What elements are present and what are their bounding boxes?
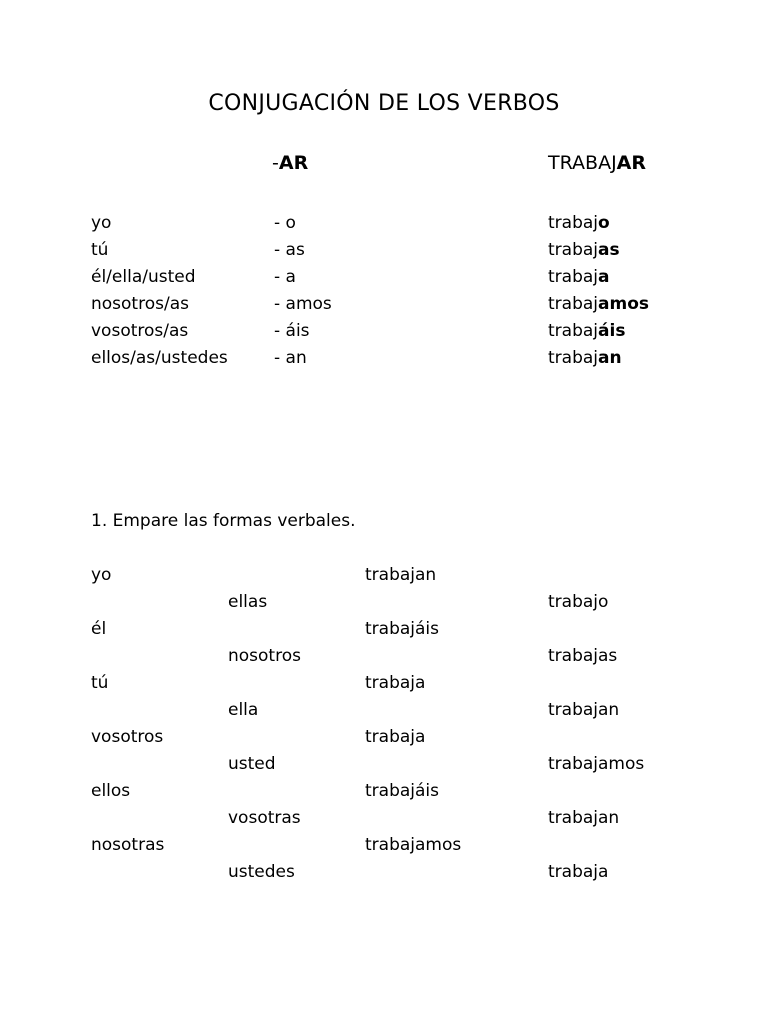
ending-cell: - as [274,240,305,260]
pronoun-item: usted [228,754,276,774]
pronoun-item: ella [228,700,259,720]
pronoun-cell: yo [91,213,112,233]
pronoun-cell: ellos/as/ustedes [91,348,228,368]
verb-form-item: trabajan [548,808,620,828]
ending-cell: - a [274,267,296,287]
pronoun-item: nosotros [228,646,301,666]
verb-form-cell [548,350,622,367]
verb-stem: trabaj [548,213,599,233]
pronoun-item: nosotras [91,835,165,855]
ending-cell: - áis [274,321,310,341]
page-title: CONJUGACIÓN DE LOS VERBOS [208,91,560,116]
verb-suffix: a [598,267,610,287]
verb-form-cell [548,269,610,286]
verb-form-cell [548,242,620,259]
verb-header [548,154,646,173]
pronoun-cell: vosotros/as [91,321,189,341]
verb-form-item: trabajáis [365,781,440,801]
pronoun-item: yo [91,565,112,585]
ending-header-prefix: - [272,152,279,174]
pronoun-cell: nosotros/as [91,294,189,314]
verb-form-item: trabajan [365,565,437,585]
verb-form-item: trabaja [365,673,426,693]
pronoun-cell: tú [91,240,109,260]
verb-form-cell [548,215,610,232]
verb-header-stem: TRABAJ [548,152,617,174]
verb-stem: trabaj [548,348,599,368]
pronoun-item: él [91,619,107,639]
verb-form-item: trabajamos [365,835,462,855]
pronoun-item: vosotras [228,808,301,828]
ending-header-bold: AR [278,152,309,174]
verb-form-item: trabaja [365,727,426,747]
verb-form-item: trabajáis [365,619,440,639]
verb-header-ending: AR [616,152,647,174]
pronoun-cell: él/ella/usted [91,267,196,287]
pronoun-item: vosotros [91,727,164,747]
verb-form-item: trabajas [548,646,618,666]
ending-cell: - amos [274,294,332,314]
verb-form-item: trabajo [548,592,609,612]
verb-stem: trabaj [548,321,599,341]
exercise-instruction: 1. Empare las formas verbales. [91,511,356,531]
verb-form-cell [548,323,625,340]
verb-stem: trabaj [548,267,599,287]
ending-cell: - an [274,348,307,368]
verb-suffix: an [598,348,622,368]
ending-cell: - o [274,213,296,233]
verb-form-cell [548,296,649,313]
verb-suffix: áis [598,321,626,341]
ending-header [272,154,308,173]
verb-form-item: trabaja [548,862,609,882]
verb-suffix: amos [598,294,649,314]
pronoun-item: ellas [228,592,268,612]
verb-suffix: o [598,213,610,233]
pronoun-item: ustedes [228,862,295,882]
verb-form-item: trabajamos [548,754,645,774]
verb-stem: trabaj [548,240,599,260]
verb-form-item: trabajan [548,700,620,720]
verb-suffix: as [598,240,620,260]
pronoun-item: tú [91,673,109,693]
pronoun-item: ellos [91,781,131,801]
verb-stem: trabaj [548,294,599,314]
